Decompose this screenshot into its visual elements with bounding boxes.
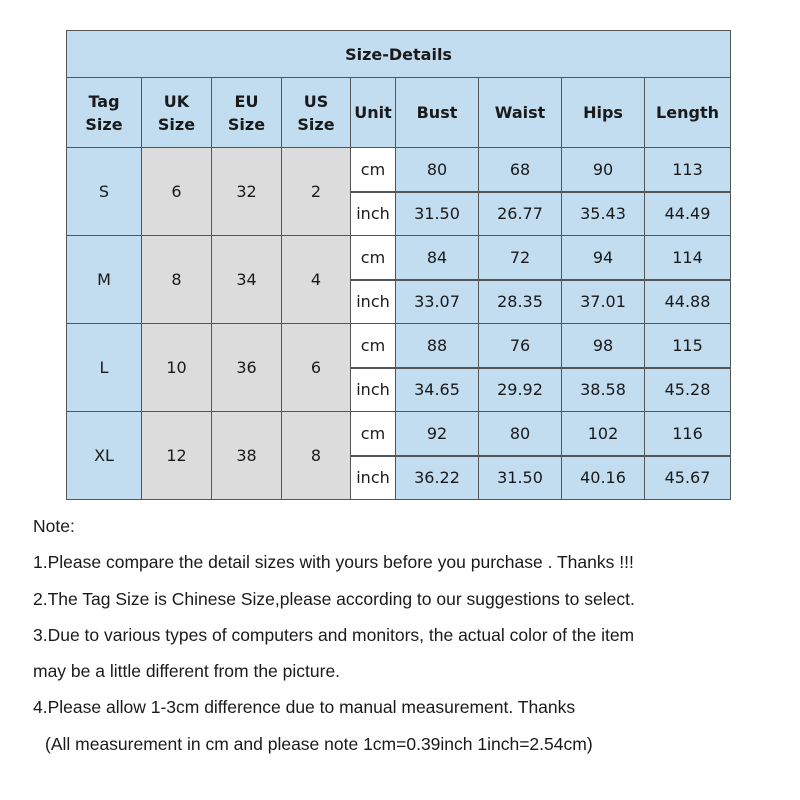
tag-size-cell: S (67, 148, 142, 236)
waist-cell: 72 (479, 236, 562, 280)
unit-cell: inch (351, 192, 396, 236)
tag-size-cell: L (67, 324, 142, 412)
eu-size-cell: 34 (212, 236, 282, 324)
note-line-5: 4.Please allow 1-3cm difference due to manual measurement. Thanks (33, 697, 576, 718)
notes-heading: Note: (33, 516, 75, 536)
header-hips: Hips (562, 78, 645, 148)
header-uk-size: UK Size (142, 78, 212, 148)
header-waist: Waist (479, 78, 562, 148)
uk-size-cell: 10 (142, 324, 212, 412)
length-cell: 114 (645, 236, 731, 280)
eu-size-cell: 32 (212, 148, 282, 236)
tag-size-cell: M (67, 236, 142, 324)
unit-cell: inch (351, 280, 396, 324)
unit-cell: cm (351, 412, 396, 456)
header-us-size: US Size (282, 78, 351, 148)
waist-cell: 68 (479, 148, 562, 192)
table-row (67, 148, 731, 192)
hips-cell: 38.58 (562, 368, 645, 412)
bust-cell: 80 (396, 148, 479, 192)
bust-cell: 84 (396, 236, 479, 280)
hips-cell: 98 (562, 324, 645, 368)
uk-size-cell: 6 (142, 148, 212, 236)
tag-size-cell: XL (67, 412, 142, 500)
note-line-3: 3.Due to various types of computers and monitors, the actual color of the item (33, 624, 635, 645)
eu-size-cell: 36 (212, 324, 282, 412)
us-size-cell: 6 (282, 324, 351, 412)
title-row (67, 31, 731, 78)
table-title: Size-Details (67, 31, 731, 78)
uk-size-cell: 12 (142, 412, 212, 500)
unit-cell: cm (351, 236, 396, 280)
uk-size-cell: 8 (142, 236, 212, 324)
bust-cell: 31.50 (396, 192, 479, 236)
unit-cell: inch (351, 456, 396, 500)
bust-cell: 88 (396, 324, 479, 368)
us-size-cell: 8 (282, 412, 351, 500)
note-line-6: (All measurement in cm and please note 1cm=0.39inch 1inch=2.54cm) (45, 733, 593, 754)
hips-cell: 40.16 (562, 456, 645, 500)
size-details-table (66, 30, 731, 500)
length-cell: 116 (645, 412, 731, 456)
table-row (67, 324, 731, 368)
bust-cell: 92 (396, 412, 479, 456)
hips-cell: 35.43 (562, 192, 645, 236)
length-cell: 45.28 (645, 368, 731, 412)
waist-cell: 28.35 (479, 280, 562, 324)
length-cell: 44.49 (645, 192, 731, 236)
us-size-cell: 2 (282, 148, 351, 236)
header-row (67, 78, 731, 148)
length-cell: 45.67 (645, 456, 731, 500)
hips-cell: 102 (562, 412, 645, 456)
header-length: Length (645, 78, 731, 148)
hips-cell: 90 (562, 148, 645, 192)
length-cell: 44.88 (645, 280, 731, 324)
waist-cell: 80 (479, 412, 562, 456)
length-cell: 113 (645, 148, 731, 192)
unit-cell: cm (351, 148, 396, 192)
note-line-1: 1.Please compare the detail sizes with yours before you purchase . Thanks !!! (33, 552, 634, 573)
header-eu-size: EU Size (212, 78, 282, 148)
table-row (67, 412, 731, 456)
waist-cell: 29.92 (479, 368, 562, 412)
eu-size-cell: 38 (212, 412, 282, 500)
length-cell: 115 (645, 324, 731, 368)
waist-cell: 26.77 (479, 192, 562, 236)
waist-cell: 31.50 (479, 456, 562, 500)
note-line-4: may be a little different from the picture. (33, 661, 341, 682)
bust-cell: 36.22 (396, 456, 479, 500)
header-bust: Bust (396, 78, 479, 148)
header-unit: Unit (351, 78, 396, 148)
waist-cell: 76 (479, 324, 562, 368)
notes-section (33, 508, 793, 762)
table-row (67, 236, 731, 280)
note-line-2: 2.The Tag Size is Chinese Size,please according to our suggestions to select. (33, 588, 635, 609)
us-size-cell: 4 (282, 236, 351, 324)
hips-cell: 37.01 (562, 280, 645, 324)
bust-cell: 33.07 (396, 280, 479, 324)
hips-cell: 94 (562, 236, 645, 280)
header-tag-size: Tag Size (67, 78, 142, 148)
unit-cell: cm (351, 324, 396, 368)
bust-cell: 34.65 (396, 368, 479, 412)
unit-cell: inch (351, 368, 396, 412)
